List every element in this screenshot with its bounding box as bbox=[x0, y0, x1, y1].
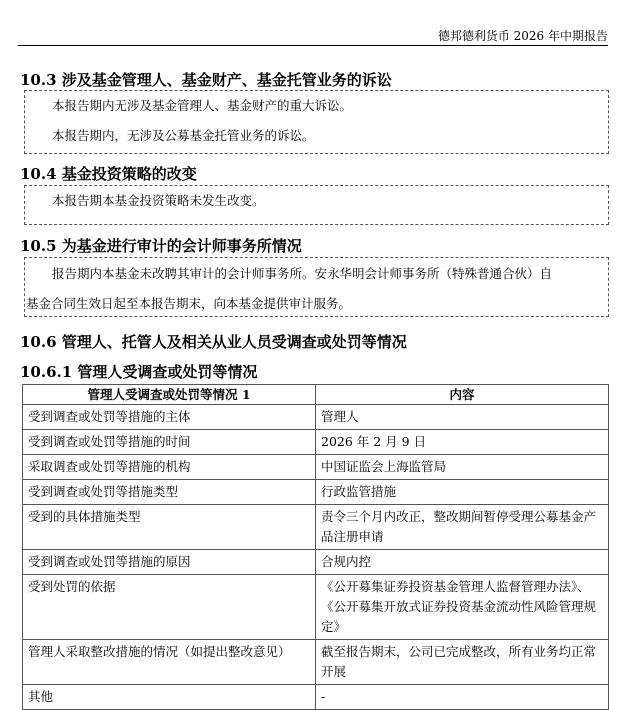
row-label: 受到的具体措施类型 bbox=[23, 505, 316, 550]
section-10-6-title: 10.6 管理人、托管人及相关从业人员受调查或处罚等情况 bbox=[20, 333, 407, 351]
section-10-3-title: 10.3 涉及基金管理人、基金财产、基金托管业务的诉讼 bbox=[20, 71, 392, 89]
row-label: 受到调查或处罚等措施类型 bbox=[23, 480, 316, 505]
section-10-3-para-1: 本报告期内无涉及基金管理人、基金财产的重大诉讼。 bbox=[52, 98, 353, 113]
section-10-5-line-2: 基金合同生效日起至本报告期末，向本基金提供审计服务。 bbox=[26, 296, 352, 311]
row-value: 2026 年 2 月 9 日 bbox=[316, 430, 609, 455]
section-10-4-title: 10.4 基金投资策略的改变 bbox=[20, 165, 197, 183]
report-title: 德邦德利货币 2026 年中期报告 bbox=[437, 29, 608, 43]
table-row bbox=[23, 685, 609, 710]
row-value: 截至报告期末，公司已完成整改，所有业务均正常开展 bbox=[316, 640, 609, 685]
table-row bbox=[23, 640, 609, 685]
row-value: 责令三个月内改正，整改期间暂停受理公募基金产品注册申请 bbox=[316, 505, 609, 550]
row-value: 《公开募集证券投资基金管理人监督管理办法》、《公开募集开放式证券投资基金流动性风险管理规定》 bbox=[316, 575, 609, 640]
table-row bbox=[23, 430, 609, 455]
section-10-5-title: 10.5 为基金进行审计的会计师事务所情况 bbox=[20, 237, 302, 255]
row-label: 受到处罚的依据 bbox=[23, 575, 316, 640]
row-label: 管理人采取整改措施的情况（如提出整改意见） bbox=[23, 640, 316, 685]
section-10-6-1-title: 10.6.1 管理人受调查或处罚等情况 bbox=[20, 363, 258, 381]
table-row bbox=[23, 480, 609, 505]
row-label: 其他 bbox=[23, 685, 316, 710]
row-value: 管理人 bbox=[316, 405, 609, 430]
row-value: - bbox=[316, 685, 609, 710]
section-10-4-para-1: 本报告期本基金投资策略未发生改变。 bbox=[52, 193, 265, 208]
row-label: 受到调查或处罚等措施的时间 bbox=[23, 430, 316, 455]
row-value: 中国证监会上海监管局 bbox=[316, 455, 609, 480]
table-row bbox=[23, 505, 609, 550]
table-row bbox=[23, 575, 609, 640]
row-label: 受到调查或处罚等措施的原因 bbox=[23, 550, 316, 575]
table-row bbox=[23, 550, 609, 575]
section-10-3-para-2: 本报告期内，无涉及公募基金托管业务的诉讼。 bbox=[52, 128, 315, 143]
table-header-cell: 管理人受调查或处罚等情况 1 bbox=[23, 385, 316, 405]
row-value: 合规内控 bbox=[316, 550, 609, 575]
row-value: 行政监管措施 bbox=[316, 480, 609, 505]
table-row bbox=[23, 405, 609, 430]
table-header-row bbox=[23, 385, 609, 405]
table-header-cell: 内容 bbox=[316, 385, 609, 405]
penalty-table bbox=[22, 384, 609, 710]
table-row bbox=[23, 455, 609, 480]
row-label: 采取调查或处罚等措施的机构 bbox=[23, 455, 316, 480]
row-label: 受到调查或处罚等措施的主体 bbox=[23, 405, 316, 430]
section-10-5-line-1: 报告期内本基金未改聘其审计的会计师事务所。安永华明会计师事务所（特殊普通合伙）自 bbox=[52, 266, 553, 281]
header-divider bbox=[18, 45, 608, 46]
